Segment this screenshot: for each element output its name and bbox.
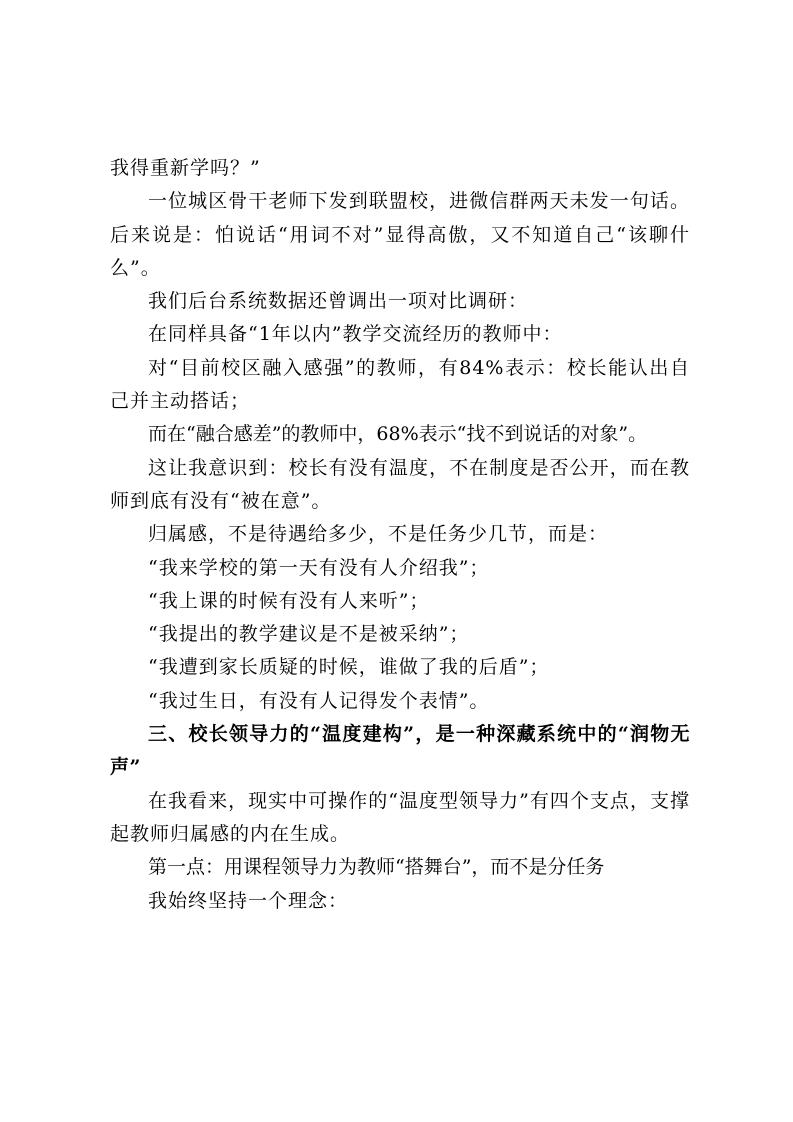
paragraph-teacher-wechat: 一位城区骨干老师下发到联盟校，进微信群两天未发一句话。后来说是：怕说话“用词不对”显得高傲，又不知道自己“该聊什么”。 bbox=[110, 190, 690, 279]
paragraph-point-one: 第一点：用课程领导力为教师“搭舞台”，而不是分任务 bbox=[148, 856, 605, 879]
quote-suggestion: “我提出的教学建议是不是被采纳”； bbox=[148, 623, 470, 646]
paragraph-survey-scope: 在同样具备“1年以内”教学交流经历的教师中： bbox=[148, 323, 563, 346]
quote-first-day: “我来学校的第一天有没有人介绍我”； bbox=[148, 556, 490, 579]
document-body bbox=[110, 152, 690, 918]
paragraph-four-pillars: 在我看来，现实中可操作的“温度型领导力”有四个支点，支撑起教师归属感的内在生成。 bbox=[110, 789, 690, 845]
quote-birthday: “我过生日，有没有人记得发个表情”。 bbox=[148, 689, 490, 712]
paragraph-survey-intro: 我们后台系统数据还曾调出一项对比调研： bbox=[148, 290, 529, 313]
section-heading-three: 三、校长领导力的“温度建构”，是一种深藏系统中的“润物无声” bbox=[110, 723, 690, 779]
quote-class-visit: “我上课的时候有没有人来听”； bbox=[148, 589, 430, 612]
paragraph-belonging: 归属感，不是待遇给多少，不是任务少几节，而是： bbox=[148, 523, 609, 546]
paragraph-philosophy: 我始终坚持一个理念： bbox=[148, 889, 349, 912]
paragraph-survey-strong: 对“目前校区融入感强”的教师，有84%表示：校长能认出自己并主动搭话； bbox=[110, 356, 690, 413]
quote-parent-doubt: “我遭到家长质疑的时候，谁做了我的后盾”； bbox=[148, 656, 550, 679]
paragraph-survey-weak: 而在“融合感差”的教师中，68%表示“找不到说话的对象”。 bbox=[148, 423, 648, 446]
paragraph-continuation: 我得重新学吗？” bbox=[110, 157, 261, 179]
paragraph-realization: 这让我意识到：校长有没有温度，不在制度是否公开，而在教师到底有没有“被在意”。 bbox=[110, 456, 690, 512]
